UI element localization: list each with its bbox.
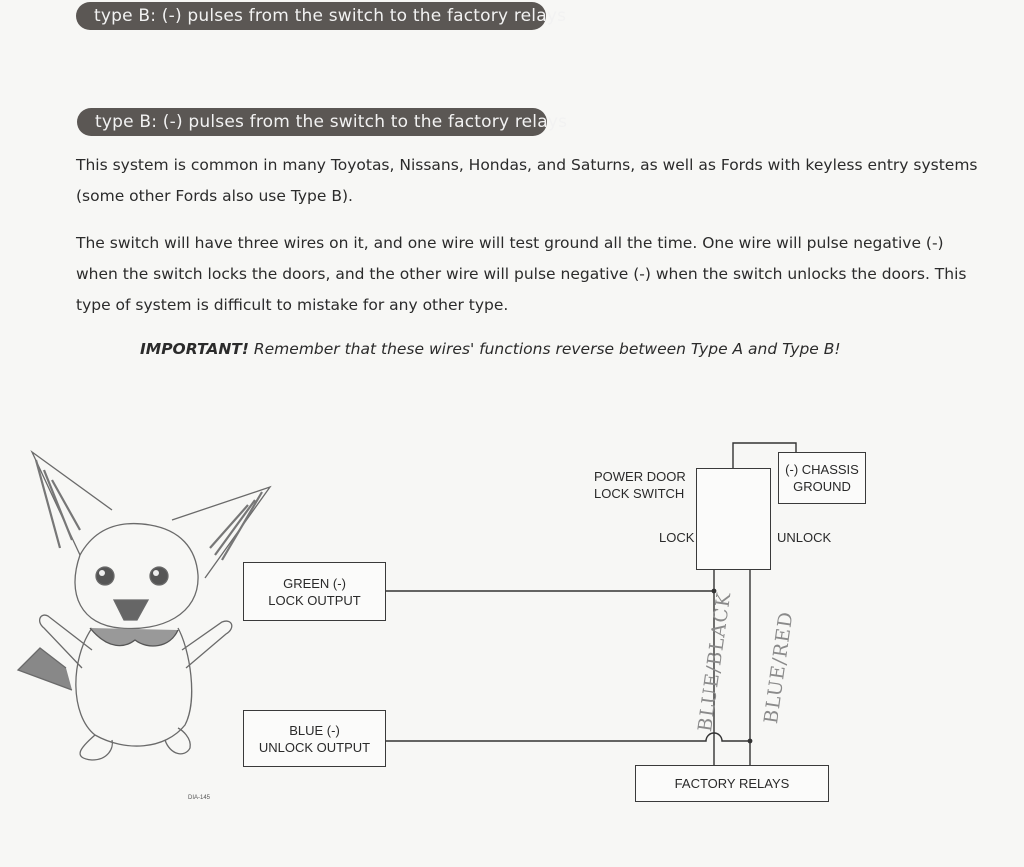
blue-line1: BLUE (-) <box>289 722 340 738</box>
paragraph-switch-description: The switch will have three wires on it, and one wire will test ground all the time. One wire will pulse negative (-) when the switch locks the doors, and the other wire will pulse negative (-) when the switch unlocks the doors. This type of system is difficult to mistake for any other type. <box>76 234 967 314</box>
factory-relays-label: FACTORY RELAYS <box>674 776 790 791</box>
chassis-line1: (-) CHASSIS <box>785 462 859 477</box>
blue-wire <box>385 733 750 741</box>
blue-line2: UNLOCK OUTPUT <box>258 739 371 755</box>
green-line1: GREEN (-) <box>283 575 346 591</box>
handwritten-blue-black-label: BLUE/BLACK <box>694 590 736 734</box>
green-lock-output-box <box>243 562 386 621</box>
important-text: Remember that these wires' functions reverse between Type A and Type B! <box>248 340 841 358</box>
factory-relays-box <box>635 765 829 802</box>
top-section-banner: type B: (-) pulses from the switch to the factory relays <box>76 2 546 30</box>
power-switch-line1: POWER DOOR <box>594 469 686 484</box>
pencil-sketch-creature <box>18 452 270 760</box>
chassis-line2: GROUND <box>793 479 851 494</box>
power-switch-line2: LOCK SWITCH <box>594 486 685 501</box>
lock-terminal-label: LOCK <box>659 530 695 545</box>
power-switch-label <box>594 468 686 502</box>
handwritten-blue-red-label: BLUE/RED <box>760 609 798 726</box>
green-line2: LOCK OUTPUT <box>268 592 361 608</box>
paragraph-common-vehicles: This system is common in many Toyotas, Nissans, Hondas, and Saturns, as well as Fords with keyless entry systems (some other Fords also use Type B). <box>76 156 978 205</box>
diagram-code: DIA-145 <box>188 795 211 801</box>
chassis-ground-box <box>778 452 866 504</box>
blue-unlock-output-box <box>243 710 386 767</box>
power-door-lock-switch-box <box>696 468 771 570</box>
important-label: IMPORTANT! <box>140 340 249 358</box>
section-banner: type B: (-) pulses from the switch to the factory relays <box>77 108 547 136</box>
unlock-terminal-label: UNLOCK <box>777 530 832 545</box>
